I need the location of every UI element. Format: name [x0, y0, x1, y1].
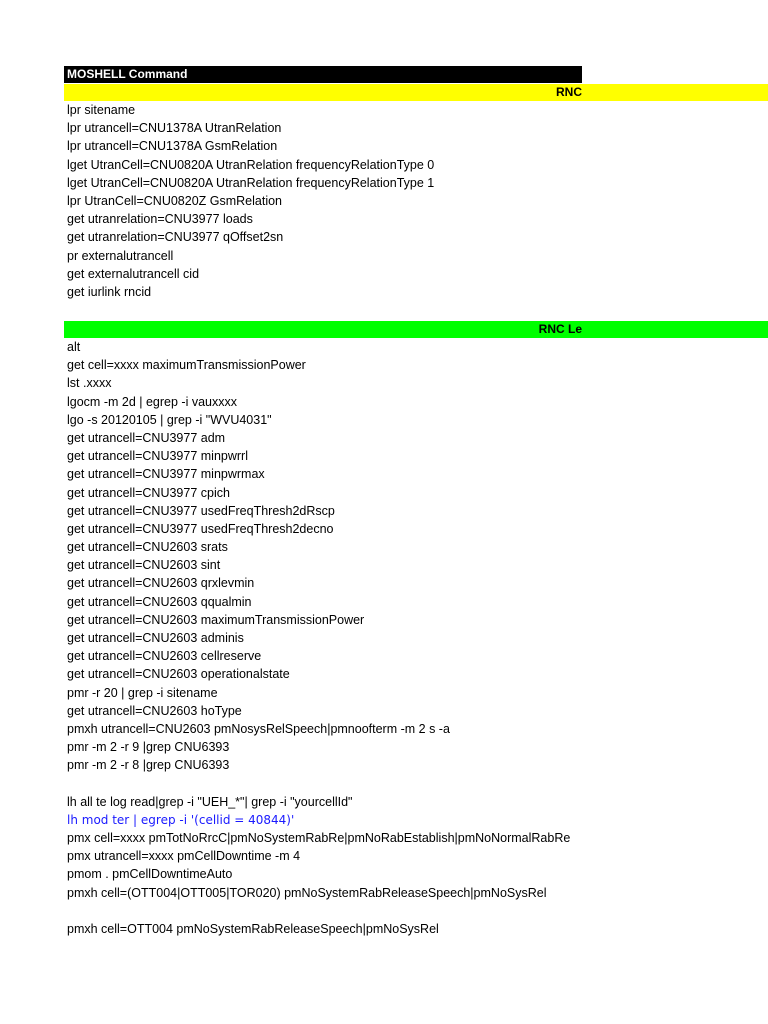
list-item: pr externalutrancell — [67, 248, 174, 263]
list-item: get utrancell=CNU3977 minpwrrl — [67, 449, 248, 464]
list-item: get utrancell=CNU2603 operationalstate — [67, 667, 290, 682]
list-item: pmxh utrancell=CNU2603 pmNosysRelSpeech|pmnoofterm -m 2 s -a — [67, 721, 450, 736]
rnc-level-section-label: RNC Le — [538, 322, 582, 336]
list-item: lpr UtranCell=CNU0820Z GsmRelation — [67, 193, 283, 208]
list-item: pmxh cell=OTT004 pmNoSystemRabReleaseSpeech|pmNoSysRel — [67, 922, 439, 936]
header-title: MOSHELL Command — [64, 66, 582, 83]
list-item: lgocm -m 2d | egrep -i vauxxxx — [67, 394, 237, 409]
list-item: pmr -m 2 -r 9 |grep CNU6393 — [67, 740, 230, 755]
list-item: get cell=xxxx maximumTransmissionPower — [67, 358, 306, 373]
list-item: pmxh cell=(OTT004|OTT005|TOR020) pmNoSystemRabReleaseSpeech|pmNoSysRel — [67, 885, 547, 900]
list-item: lget UtranCell=CNU0820A UtranRelation frequencyRelationType 1 — [67, 175, 435, 190]
blank-row — [67, 902, 582, 920]
list-item: lpr utrancell=CNU1378A UtranRelation — [67, 121, 282, 136]
list-item: get utrancell=CNU2603 maximumTransmissionPower — [67, 612, 365, 627]
blank-row — [67, 775, 582, 793]
list-item: get utrancell=CNU3977 cpich — [67, 485, 230, 500]
rnc-section-band — [64, 84, 768, 101]
list-item: pmom . pmCellDowntimeAuto — [67, 867, 233, 882]
list-item: lst .xxxx — [67, 376, 112, 391]
list-item: lh all te log read|grep -i "UEH_*"| grep -i "yourcellId" — [67, 794, 353, 809]
list-item: get externalutrancell cid — [67, 266, 200, 281]
list-item: pmr -r 20 | grep -i sitename — [67, 685, 218, 700]
rnc-command-list — [67, 101, 582, 301]
list-item: get utrancell=CNU2603 qrxlevmin — [67, 576, 255, 591]
rnc-level-command-list — [67, 338, 582, 938]
list-item: get utrancell=CNU2603 sint — [67, 558, 221, 573]
list-item: get iurlink rncid — [67, 284, 152, 299]
list-item: get utranrelation=CNU3977 loads — [67, 212, 253, 227]
list-item: get utrancell=CNU3977 usedFreqThresh2dRscp — [67, 503, 335, 518]
list-item: lpr utrancell=CNU1378A GsmRelation — [67, 139, 278, 154]
list-item: get utrancell=CNU3977 usedFreqThresh2decno — [67, 521, 334, 536]
list-item: get utrancell=CNU3977 minpwrmax — [67, 467, 265, 482]
list-item: get utrancell=CNU3977 adm — [67, 430, 226, 445]
list-item: get utrancell=CNU2603 hoType — [67, 703, 242, 718]
list-item: get utranrelation=CNU3977 qOffset2sn — [67, 230, 284, 245]
list-item: lget UtranCell=CNU0820A UtranRelation frequencyRelationType 0 — [67, 157, 435, 172]
list-item: get utrancell=CNU2603 srats — [67, 540, 228, 555]
rnc-level-section-band — [64, 321, 768, 338]
list-item: get utrancell=CNU2603 qqualmin — [67, 594, 252, 609]
list-item: lpr sitename — [67, 103, 136, 117]
list-item: lgo -s 20120105 | grep -i "WVU4031" — [67, 412, 272, 427]
list-item: get utrancell=CNU2603 cellreserve — [67, 649, 262, 664]
list-item: alt — [67, 340, 81, 354]
list-item: pmx utrancell=xxxx pmCellDowntime -m 4 — [67, 849, 301, 864]
list-item: get utrancell=CNU2603 adminis — [67, 631, 244, 645]
list-item: pmr -m 2 -r 8 |grep CNU6393 — [67, 758, 230, 773]
list-item: pmx cell=xxxx pmTotNoRrcC|pmNoSystemRabRe|pmNoRabEstablish|pmNoNormalRabRe — [67, 831, 571, 846]
rnc-section-label: RNC — [556, 85, 582, 99]
list-item-highlighted: lh mod ter | egrep -i '(cellid = 40844)' — [67, 812, 295, 827]
